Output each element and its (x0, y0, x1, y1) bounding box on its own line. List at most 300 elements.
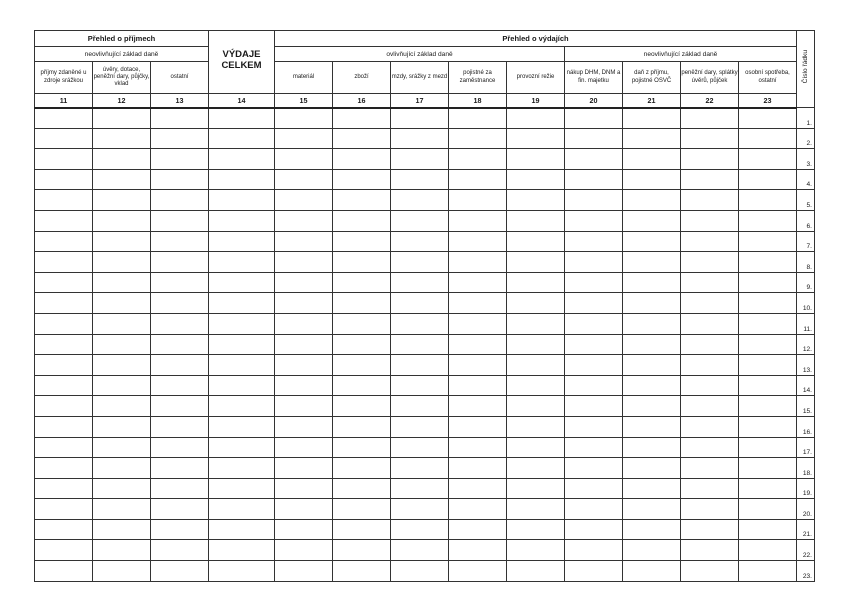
entry-cell[interactable] (681, 334, 739, 355)
entry-cell[interactable] (275, 561, 333, 582)
entry-cell[interactable] (449, 416, 507, 437)
entry-cell[interactable] (681, 355, 739, 376)
entry-cell[interactable] (209, 252, 275, 273)
entry-cell[interactable] (151, 252, 209, 273)
entry-cell[interactable] (565, 458, 623, 479)
entry-cell[interactable] (333, 252, 391, 273)
entry-cell[interactable] (151, 416, 209, 437)
entry-cell[interactable] (623, 190, 681, 211)
entry-cell[interactable] (739, 149, 797, 170)
entry-cell[interactable] (739, 252, 797, 273)
entry-cell[interactable] (507, 375, 565, 396)
entry-cell[interactable] (333, 355, 391, 376)
entry-cell[interactable] (391, 252, 449, 273)
entry-cell[interactable] (681, 540, 739, 561)
entry-cell[interactable] (391, 519, 449, 540)
entry-cell[interactable] (391, 272, 449, 293)
entry-cell[interactable] (35, 561, 93, 582)
entry-cell[interactable] (93, 540, 151, 561)
entry-cell[interactable] (93, 252, 151, 273)
entry-cell[interactable] (35, 458, 93, 479)
entry-cell[interactable] (35, 169, 93, 190)
entry-cell[interactable] (151, 540, 209, 561)
entry-cell[interactable] (507, 416, 565, 437)
entry-cell[interactable] (681, 478, 739, 499)
entry-cell[interactable] (209, 478, 275, 499)
entry-cell[interactable] (333, 499, 391, 520)
entry-cell[interactable] (209, 437, 275, 458)
entry-cell[interactable] (35, 355, 93, 376)
entry-cell[interactable] (209, 561, 275, 582)
entry-cell[interactable] (93, 108, 151, 129)
entry-cell[interactable] (623, 561, 681, 582)
entry-cell[interactable] (151, 149, 209, 170)
entry-cell[interactable] (93, 458, 151, 479)
entry-cell[interactable] (391, 334, 449, 355)
entry-cell[interactable] (739, 334, 797, 355)
entry-cell[interactable] (333, 478, 391, 499)
entry-cell[interactable] (93, 313, 151, 334)
entry-cell[interactable] (333, 561, 391, 582)
entry-cell[interactable] (275, 169, 333, 190)
entry-cell[interactable] (391, 169, 449, 190)
entry-cell[interactable] (93, 519, 151, 540)
entry-cell[interactable] (565, 169, 623, 190)
entry-cell[interactable] (739, 355, 797, 376)
entry-cell[interactable] (35, 416, 93, 437)
entry-cell[interactable] (565, 499, 623, 520)
entry-cell[interactable] (449, 149, 507, 170)
entry-cell[interactable] (565, 190, 623, 211)
entry-cell[interactable] (507, 458, 565, 479)
entry-cell[interactable] (565, 334, 623, 355)
entry-cell[interactable] (565, 293, 623, 314)
entry-cell[interactable] (151, 478, 209, 499)
entry-cell[interactable] (209, 540, 275, 561)
entry-cell[interactable] (209, 128, 275, 149)
entry-cell[interactable] (93, 272, 151, 293)
entry-cell[interactable] (623, 210, 681, 231)
entry-cell[interactable] (565, 108, 623, 129)
entry-cell[interactable] (623, 478, 681, 499)
entry-cell[interactable] (35, 108, 93, 129)
entry-cell[interactable] (623, 231, 681, 252)
entry-cell[interactable] (739, 375, 797, 396)
entry-cell[interactable] (507, 499, 565, 520)
entry-cell[interactable] (275, 437, 333, 458)
entry-cell[interactable] (507, 293, 565, 314)
entry-cell[interactable] (623, 519, 681, 540)
entry-cell[interactable] (275, 190, 333, 211)
entry-cell[interactable] (391, 293, 449, 314)
entry-cell[interactable] (565, 540, 623, 561)
entry-cell[interactable] (391, 478, 449, 499)
entry-cell[interactable] (681, 272, 739, 293)
entry-cell[interactable] (449, 293, 507, 314)
entry-cell[interactable] (93, 190, 151, 211)
entry-cell[interactable] (333, 334, 391, 355)
entry-cell[interactable] (681, 375, 739, 396)
entry-cell[interactable] (739, 478, 797, 499)
entry-cell[interactable] (565, 437, 623, 458)
entry-cell[interactable] (333, 375, 391, 396)
entry-cell[interactable] (35, 519, 93, 540)
entry-cell[interactable] (681, 252, 739, 273)
entry-cell[interactable] (565, 252, 623, 273)
entry-cell[interactable] (449, 458, 507, 479)
entry-cell[interactable] (151, 272, 209, 293)
entry-cell[interactable] (333, 437, 391, 458)
entry-cell[interactable] (209, 355, 275, 376)
entry-cell[interactable] (209, 499, 275, 520)
entry-cell[interactable] (565, 313, 623, 334)
entry-cell[interactable] (151, 108, 209, 129)
entry-cell[interactable] (623, 252, 681, 273)
entry-cell[interactable] (35, 128, 93, 149)
entry-cell[interactable] (449, 272, 507, 293)
entry-cell[interactable] (275, 540, 333, 561)
entry-cell[interactable] (275, 231, 333, 252)
entry-cell[interactable] (391, 396, 449, 417)
entry-cell[interactable] (391, 416, 449, 437)
entry-cell[interactable] (275, 375, 333, 396)
entry-cell[interactable] (739, 313, 797, 334)
entry-cell[interactable] (449, 519, 507, 540)
entry-cell[interactable] (35, 252, 93, 273)
entry-cell[interactable] (623, 272, 681, 293)
entry-cell[interactable] (93, 169, 151, 190)
entry-cell[interactable] (565, 128, 623, 149)
entry-cell[interactable] (681, 210, 739, 231)
entry-cell[interactable] (333, 272, 391, 293)
entry-cell[interactable] (507, 396, 565, 417)
entry-cell[interactable] (739, 128, 797, 149)
entry-cell[interactable] (275, 313, 333, 334)
entry-cell[interactable] (209, 190, 275, 211)
entry-cell[interactable] (681, 519, 739, 540)
entry-cell[interactable] (507, 334, 565, 355)
entry-cell[interactable] (681, 231, 739, 252)
entry-cell[interactable] (209, 272, 275, 293)
entry-cell[interactable] (151, 334, 209, 355)
entry-cell[interactable] (275, 108, 333, 129)
entry-cell[interactable] (739, 272, 797, 293)
entry-cell[interactable] (333, 540, 391, 561)
entry-cell[interactable] (507, 355, 565, 376)
entry-cell[interactable] (93, 355, 151, 376)
entry-cell[interactable] (623, 355, 681, 376)
entry-cell[interactable] (391, 499, 449, 520)
entry-cell[interactable] (681, 108, 739, 129)
entry-cell[interactable] (565, 396, 623, 417)
entry-cell[interactable] (507, 128, 565, 149)
entry-cell[interactable] (391, 313, 449, 334)
entry-cell[interactable] (681, 313, 739, 334)
entry-cell[interactable] (449, 375, 507, 396)
entry-cell[interactable] (623, 437, 681, 458)
entry-cell[interactable] (623, 313, 681, 334)
entry-cell[interactable] (681, 499, 739, 520)
entry-cell[interactable] (623, 108, 681, 129)
entry-cell[interactable] (275, 416, 333, 437)
entry-cell[interactable] (507, 149, 565, 170)
entry-cell[interactable] (275, 252, 333, 273)
entry-cell[interactable] (681, 561, 739, 582)
entry-cell[interactable] (449, 334, 507, 355)
entry-cell[interactable] (93, 334, 151, 355)
entry-cell[interactable] (507, 252, 565, 273)
entry-cell[interactable] (209, 313, 275, 334)
entry-cell[interactable] (151, 231, 209, 252)
entry-cell[interactable] (391, 355, 449, 376)
entry-cell[interactable] (391, 149, 449, 170)
entry-cell[interactable] (151, 355, 209, 376)
entry-cell[interactable] (333, 190, 391, 211)
entry-cell[interactable] (565, 519, 623, 540)
entry-cell[interactable] (449, 313, 507, 334)
entry-cell[interactable] (275, 499, 333, 520)
entry-cell[interactable] (35, 210, 93, 231)
entry-cell[interactable] (209, 519, 275, 540)
entry-cell[interactable] (681, 437, 739, 458)
entry-cell[interactable] (681, 293, 739, 314)
entry-cell[interactable] (151, 293, 209, 314)
entry-cell[interactable] (623, 499, 681, 520)
entry-cell[interactable] (275, 478, 333, 499)
entry-cell[interactable] (151, 169, 209, 190)
entry-cell[interactable] (209, 293, 275, 314)
entry-cell[interactable] (739, 108, 797, 129)
entry-cell[interactable] (93, 396, 151, 417)
entry-cell[interactable] (35, 437, 93, 458)
entry-cell[interactable] (209, 375, 275, 396)
entry-cell[interactable] (93, 478, 151, 499)
entry-cell[interactable] (151, 128, 209, 149)
entry-cell[interactable] (565, 231, 623, 252)
entry-cell[interactable] (681, 416, 739, 437)
entry-cell[interactable] (333, 416, 391, 437)
entry-cell[interactable] (739, 210, 797, 231)
entry-cell[interactable] (449, 210, 507, 231)
entry-cell[interactable] (565, 561, 623, 582)
entry-cell[interactable] (449, 128, 507, 149)
entry-cell[interactable] (681, 169, 739, 190)
entry-cell[interactable] (209, 210, 275, 231)
entry-cell[interactable] (391, 108, 449, 129)
row-number: 19. (797, 478, 815, 499)
entry-cell[interactable] (507, 190, 565, 211)
entry-cell[interactable] (275, 128, 333, 149)
entry-cell[interactable] (507, 540, 565, 561)
entry-cell[interactable] (623, 149, 681, 170)
entry-cell[interactable] (93, 499, 151, 520)
entry-cell[interactable] (739, 231, 797, 252)
entry-cell[interactable] (449, 108, 507, 129)
entry-cell[interactable] (275, 210, 333, 231)
entry-cell[interactable] (565, 375, 623, 396)
entry-cell[interactable] (739, 416, 797, 437)
entry-cell[interactable] (623, 416, 681, 437)
entry-cell[interactable] (35, 231, 93, 252)
entry-cell[interactable] (391, 128, 449, 149)
entry-cell[interactable] (93, 416, 151, 437)
entry-cell[interactable] (739, 519, 797, 540)
entry-cell[interactable] (739, 190, 797, 211)
entry-cell[interactable] (565, 149, 623, 170)
entry-cell[interactable] (151, 437, 209, 458)
entry-cell[interactable] (35, 190, 93, 211)
entry-cell[interactable] (507, 561, 565, 582)
entry-cell[interactable] (623, 396, 681, 417)
entry-cell[interactable] (681, 396, 739, 417)
entry-cell[interactable] (739, 561, 797, 582)
entry-cell[interactable] (209, 149, 275, 170)
entry-cell[interactable] (333, 396, 391, 417)
entry-cell[interactable] (275, 396, 333, 417)
entry-cell[interactable] (35, 334, 93, 355)
entry-cell[interactable] (565, 478, 623, 499)
entry-cell[interactable] (93, 561, 151, 582)
entry-cell[interactable] (333, 169, 391, 190)
entry-cell[interactable] (623, 375, 681, 396)
entry-cell[interactable] (565, 272, 623, 293)
entry-cell[interactable] (391, 540, 449, 561)
entry-cell[interactable] (449, 169, 507, 190)
entry-cell[interactable] (35, 293, 93, 314)
entry-cell[interactable] (151, 190, 209, 211)
entry-cell[interactable] (739, 169, 797, 190)
entry-cell[interactable] (35, 478, 93, 499)
entry-cell[interactable] (681, 149, 739, 170)
entry-cell[interactable] (275, 293, 333, 314)
entry-cell[interactable] (151, 210, 209, 231)
entry-cell[interactable] (449, 540, 507, 561)
entry-cell[interactable] (391, 458, 449, 479)
entry-cell[interactable] (507, 478, 565, 499)
entry-cell[interactable] (93, 437, 151, 458)
entry-cell[interactable] (35, 149, 93, 170)
entry-cell[interactable] (333, 519, 391, 540)
entry-cell[interactable] (623, 334, 681, 355)
entry-cell[interactable] (507, 108, 565, 129)
entry-cell[interactable] (507, 313, 565, 334)
entry-cell[interactable] (507, 210, 565, 231)
entry-cell[interactable] (739, 540, 797, 561)
entry-cell[interactable] (391, 561, 449, 582)
entry-cell[interactable] (151, 499, 209, 520)
entry-cell[interactable] (93, 293, 151, 314)
entry-cell[interactable] (565, 210, 623, 231)
entry-cell[interactable] (507, 272, 565, 293)
entry-cell[interactable] (333, 210, 391, 231)
entry-cell[interactable] (275, 519, 333, 540)
entry-cell[interactable] (93, 149, 151, 170)
entry-cell[interactable] (209, 416, 275, 437)
entry-cell[interactable] (209, 458, 275, 479)
entry-cell[interactable] (449, 252, 507, 273)
entry-cell[interactable] (739, 396, 797, 417)
entry-cell[interactable] (333, 458, 391, 479)
entry-cell[interactable] (151, 458, 209, 479)
entry-cell[interactable] (333, 149, 391, 170)
entry-cell[interactable] (565, 355, 623, 376)
entry-cell[interactable] (507, 169, 565, 190)
entry-cell[interactable] (739, 499, 797, 520)
entry-cell[interactable] (623, 169, 681, 190)
entry-cell[interactable] (35, 499, 93, 520)
entry-cell[interactable] (209, 396, 275, 417)
entry-cell[interactable] (93, 231, 151, 252)
entry-cell[interactable] (623, 540, 681, 561)
entry-cell[interactable] (507, 437, 565, 458)
entry-cell[interactable] (681, 190, 739, 211)
entry-cell[interactable] (565, 416, 623, 437)
entry-cell[interactable] (623, 128, 681, 149)
entry-cell[interactable] (333, 313, 391, 334)
entry-cell[interactable] (35, 540, 93, 561)
entry-cell[interactable] (449, 499, 507, 520)
entry-cell[interactable] (449, 437, 507, 458)
entry-cell[interactable] (391, 437, 449, 458)
entry-cell[interactable] (681, 458, 739, 479)
entry-cell[interactable] (391, 210, 449, 231)
entry-cell[interactable] (449, 561, 507, 582)
entry-cell[interactable] (739, 458, 797, 479)
entry-cell[interactable] (333, 128, 391, 149)
entry-cell[interactable] (35, 313, 93, 334)
entry-cell[interactable] (151, 561, 209, 582)
entry-cell[interactable] (209, 169, 275, 190)
entry-cell[interactable] (623, 293, 681, 314)
entry-cell[interactable] (275, 334, 333, 355)
entry-cell[interactable] (93, 210, 151, 231)
entry-cell[interactable] (209, 334, 275, 355)
entry-cell[interactable] (209, 231, 275, 252)
entry-cell[interactable] (93, 375, 151, 396)
entry-cell[interactable] (391, 375, 449, 396)
entry-cell[interactable] (333, 108, 391, 129)
entry-cell[interactable] (391, 231, 449, 252)
entry-cell[interactable] (275, 458, 333, 479)
entry-cell[interactable] (739, 437, 797, 458)
entry-cell[interactable] (151, 313, 209, 334)
entry-cell[interactable] (449, 355, 507, 376)
entry-cell[interactable] (333, 293, 391, 314)
entry-cell[interactable] (275, 149, 333, 170)
entry-cell[interactable] (151, 519, 209, 540)
entry-cell[interactable] (681, 128, 739, 149)
entry-cell[interactable] (449, 231, 507, 252)
entry-cell[interactable] (739, 293, 797, 314)
entry-cell[interactable] (333, 231, 391, 252)
entry-cell[interactable] (449, 396, 507, 417)
entry-cell[interactable] (93, 128, 151, 149)
entry-cell[interactable] (151, 396, 209, 417)
entry-cell[interactable] (275, 272, 333, 293)
entry-cell[interactable] (449, 478, 507, 499)
entry-cell[interactable] (35, 375, 93, 396)
entry-cell[interactable] (391, 190, 449, 211)
entry-cell[interactable] (151, 375, 209, 396)
entry-cell[interactable] (35, 272, 93, 293)
entry-cell[interactable] (209, 108, 275, 129)
entry-cell[interactable] (507, 519, 565, 540)
entry-cell[interactable] (623, 458, 681, 479)
entry-cell[interactable] (35, 396, 93, 417)
entry-cell[interactable] (275, 355, 333, 376)
entry-cell[interactable] (449, 190, 507, 211)
entry-cell[interactable] (507, 231, 565, 252)
